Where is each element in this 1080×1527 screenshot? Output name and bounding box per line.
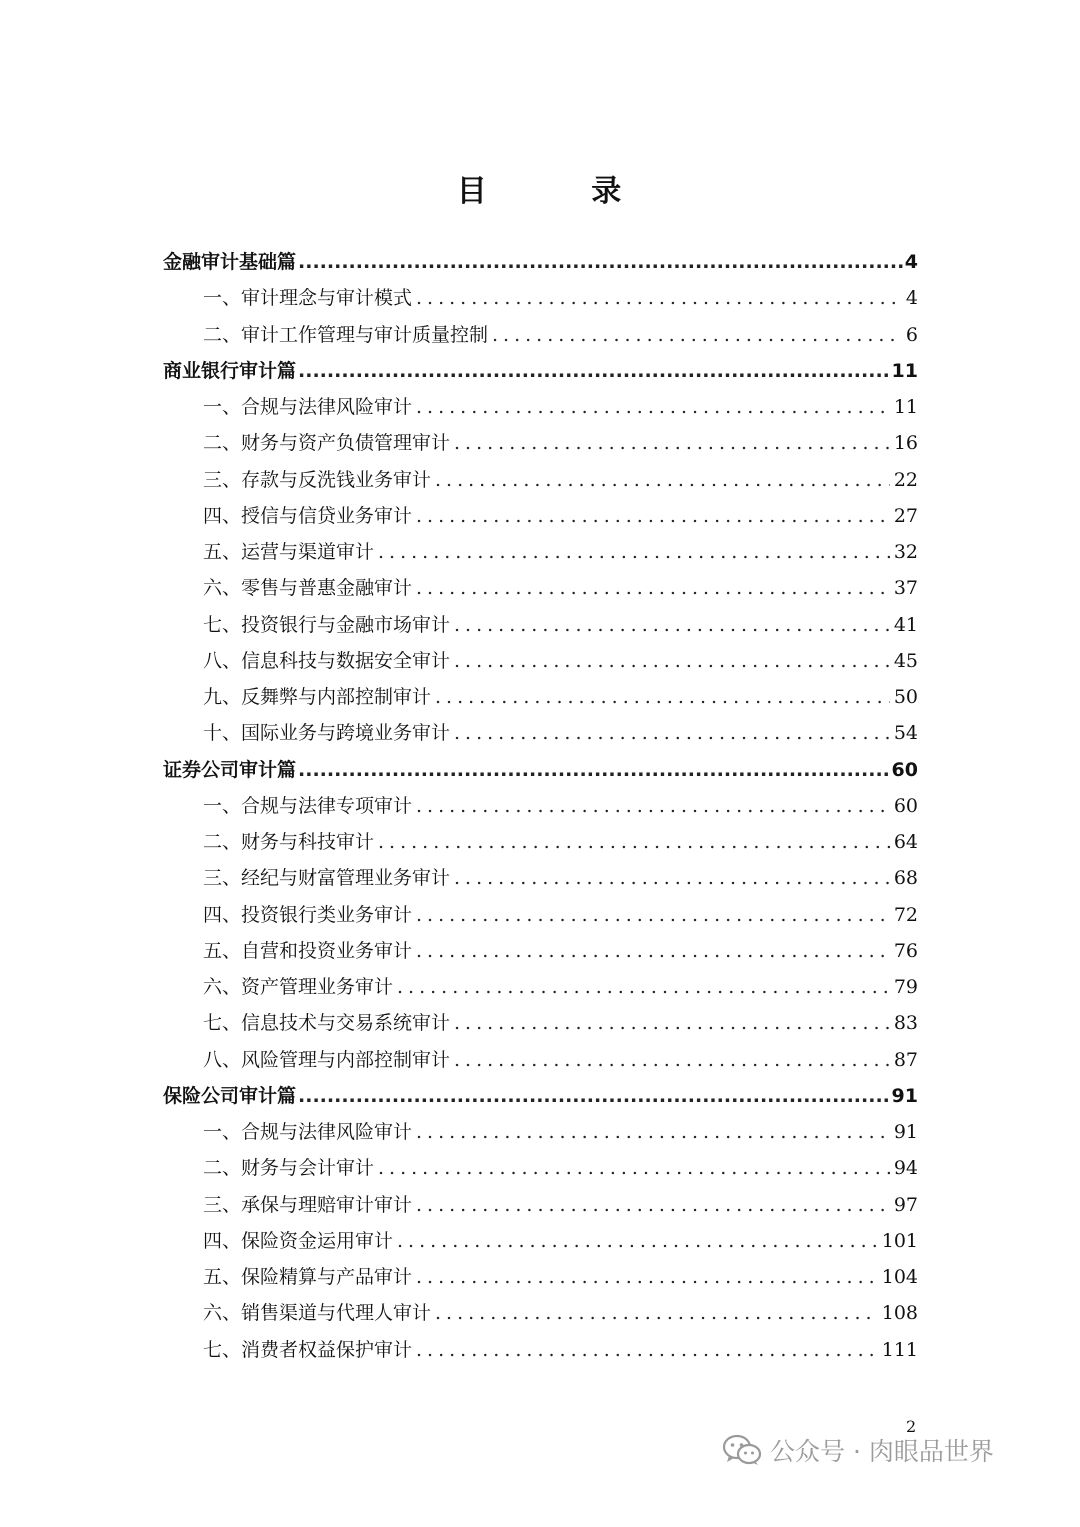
toc-entry-label: 一、合规与法律风险审计 xyxy=(203,396,413,418)
toc-entry-page: 11 xyxy=(893,396,918,418)
toc-entry-page: 68 xyxy=(893,867,918,890)
toc-entry-page: 101 xyxy=(881,1229,918,1252)
toc-leader-dots xyxy=(416,1119,890,1145)
toc-entry[interactable] xyxy=(163,1004,918,1036)
toc-entry[interactable] xyxy=(163,859,918,891)
toc-entry[interactable] xyxy=(163,388,918,420)
toc-leader-dots xyxy=(454,720,890,746)
toc-entry-page: 91 xyxy=(891,1084,918,1107)
toc-entry[interactable] xyxy=(163,461,918,493)
toc-entry-label: 五、自营和投资业务审计 xyxy=(203,939,413,962)
toc-leader-dots xyxy=(435,467,890,493)
toc-entry-page: 60 xyxy=(891,758,918,781)
toc-leader-dots xyxy=(454,1010,890,1036)
toc-entry[interactable] xyxy=(163,1222,918,1254)
toc-entry[interactable] xyxy=(163,1294,918,1326)
toc-entry-page: 11 xyxy=(891,359,918,382)
toc-entry-page: 54 xyxy=(893,722,918,745)
toc-entry[interactable] xyxy=(163,714,918,746)
toc-entry-label: 证券公司审计篇 xyxy=(163,758,297,781)
toc-entry-label: 二、财务与会计审计 xyxy=(203,1157,375,1180)
toc-entry-label: 八、风险管理与内部控制审计 xyxy=(203,1048,451,1071)
toc-leader-dots xyxy=(416,1337,878,1363)
toc-entry-page: 6 xyxy=(905,323,918,346)
toc-leader-dots xyxy=(416,793,890,819)
toc-leader-dots xyxy=(454,648,890,674)
toc-entry-page: 45 xyxy=(893,649,918,672)
toc-leader-dots xyxy=(298,757,890,783)
toc-entry-label: 一、审计理念与审计模式 xyxy=(203,287,413,310)
toc-entry-page: 94 xyxy=(893,1157,918,1180)
toc-leader-dots xyxy=(454,1047,890,1073)
toc-leader-dots xyxy=(378,829,890,855)
toc-entry-label: 五、运营与渠道审计 xyxy=(203,541,375,563)
toc-entry[interactable] xyxy=(163,1041,918,1073)
toc-entry[interactable] xyxy=(163,678,918,710)
toc-section-entry[interactable] xyxy=(163,352,918,384)
toc-entry-label: 六、零售与普惠金融审计 xyxy=(203,577,413,600)
toc-entry-page: 22 xyxy=(893,468,918,491)
toc-entry[interactable] xyxy=(163,1331,918,1363)
toc-entry-label: 一、合规与法律风险审计 xyxy=(203,1121,413,1143)
toc-entry-page: 32 xyxy=(893,541,918,563)
toc-entry-page: 76 xyxy=(893,939,918,962)
toc-entry-page: 37 xyxy=(893,577,918,600)
toc-entry[interactable] xyxy=(163,968,918,1000)
page-title: 目 录 xyxy=(456,174,624,209)
toc-entry-label: 七、投资银行与金融市场审计 xyxy=(203,613,451,636)
toc-leader-dots xyxy=(397,1228,878,1254)
toc-leader-dots xyxy=(416,394,890,420)
toc-entry-page: 108 xyxy=(881,1302,918,1325)
toc-entry-page: 72 xyxy=(893,903,918,926)
toc-entry-page: 79 xyxy=(893,976,918,998)
toc-entry-label: 二、财务与资产负债管理审计 xyxy=(203,432,451,455)
toc-entry[interactable] xyxy=(163,533,918,565)
toc-entry-page: 87 xyxy=(893,1048,918,1071)
toc-entry-label: 金融审计基础篇 xyxy=(163,251,297,273)
toc-leader-dots xyxy=(397,974,890,1000)
toc-entry-label: 三、存款与反洗钱业务审计 xyxy=(203,468,432,491)
toc-entry[interactable] xyxy=(163,1258,918,1290)
toc-entry[interactable] xyxy=(163,823,918,855)
toc-entry-label: 七、信息技术与交易系统审计 xyxy=(203,1012,451,1035)
toc-leader-dots xyxy=(378,1155,890,1181)
toc-entry-page: 91 xyxy=(893,1121,918,1143)
toc-entry-label: 六、销售渠道与代理人审计 xyxy=(203,1302,432,1325)
toc-entry-label: 八、信息科技与数据安全审计 xyxy=(203,649,451,672)
toc-entry-page: 4 xyxy=(905,287,918,310)
toc-entry-label: 商业银行审计篇 xyxy=(163,359,297,382)
toc-leader-dots xyxy=(416,503,890,529)
toc-entry-label: 四、投资银行类业务审计 xyxy=(203,903,413,926)
toc-entry-page: 111 xyxy=(881,1338,918,1361)
toc-entry[interactable] xyxy=(163,569,918,601)
toc-entry[interactable] xyxy=(163,1113,918,1145)
toc-leader-dots xyxy=(416,285,902,311)
toc-entry-page: 97 xyxy=(893,1193,918,1216)
toc-leader-dots xyxy=(298,1083,890,1109)
toc-entry-page: 104 xyxy=(881,1266,918,1288)
toc-leader-dots xyxy=(454,430,890,456)
toc-entry[interactable] xyxy=(163,787,918,819)
toc-leader-dots xyxy=(416,1264,878,1290)
toc-entry[interactable] xyxy=(163,932,918,964)
toc-entry-page: 50 xyxy=(893,686,918,708)
toc-entry-label: 二、审计工作管理与审计质量控制 xyxy=(203,323,489,346)
toc-entry[interactable] xyxy=(163,279,918,311)
toc-leader-dots xyxy=(298,249,903,275)
toc-entry-label: 保险公司审计篇 xyxy=(163,1084,297,1107)
toc-entry-label: 六、资产管理业务审计 xyxy=(203,976,394,998)
toc-entry-page: 60 xyxy=(893,794,918,817)
toc-leader-dots xyxy=(435,684,890,710)
toc-section-entry[interactable] xyxy=(163,751,918,783)
toc-leader-dots xyxy=(416,938,890,964)
toc-entry[interactable] xyxy=(163,497,918,529)
watermark xyxy=(722,1432,994,1468)
toc-entry[interactable] xyxy=(163,424,918,456)
toc-leader-dots xyxy=(454,612,890,638)
toc-entry[interactable] xyxy=(163,896,918,928)
wechat-icon xyxy=(722,1434,762,1466)
toc-leader-dots xyxy=(492,322,902,348)
toc-entry[interactable] xyxy=(163,316,918,348)
toc-entry-label: 三、经纪与财富管理业务审计 xyxy=(203,867,451,890)
toc-entry-page: 64 xyxy=(893,831,918,853)
toc-leader-dots xyxy=(298,358,890,384)
toc-leader-dots xyxy=(435,1300,878,1326)
toc-entry[interactable] xyxy=(163,1149,918,1181)
watermark-text: 公众号 · 肉眼品世界 xyxy=(770,1437,994,1466)
toc-entry-label: 三、承保与理赔审计审计 xyxy=(203,1193,413,1216)
toc-entry-label: 四、授信与信贷业务审计 xyxy=(203,504,413,527)
toc-leader-dots xyxy=(416,902,890,928)
toc-entry-label: 一、合规与法律专项审计 xyxy=(203,794,413,817)
toc-entry-label: 四、保险资金运用审计 xyxy=(203,1229,394,1252)
toc-section-entry[interactable] xyxy=(163,243,918,275)
toc-entry-page: 41 xyxy=(893,613,918,636)
toc-entry[interactable] xyxy=(163,642,918,674)
toc-entry-label: 九、反舞弊与内部控制审计 xyxy=(203,686,432,708)
toc-entry-page: 27 xyxy=(893,504,918,527)
toc-entry-page: 16 xyxy=(893,432,918,455)
toc-entry[interactable] xyxy=(163,606,918,638)
toc-leader-dots xyxy=(378,539,890,565)
toc-leader-dots xyxy=(416,575,890,601)
toc-entry[interactable] xyxy=(163,1186,918,1218)
page-number: 2 xyxy=(906,1417,917,1436)
toc-entry-page: 4 xyxy=(904,251,918,273)
toc-entry-label: 五、保险精算与产品审计 xyxy=(203,1266,413,1288)
toc-entry-label: 七、消费者权益保护审计 xyxy=(203,1338,413,1361)
toc-entry-page: 83 xyxy=(893,1012,918,1035)
toc-leader-dots xyxy=(416,1192,890,1218)
toc-leader-dots xyxy=(454,865,890,891)
toc-entry-label: 十、国际业务与跨境业务审计 xyxy=(203,722,451,745)
toc-section-entry[interactable] xyxy=(163,1077,918,1109)
toc-entry-label: 二、财务与科技审计 xyxy=(203,831,375,853)
